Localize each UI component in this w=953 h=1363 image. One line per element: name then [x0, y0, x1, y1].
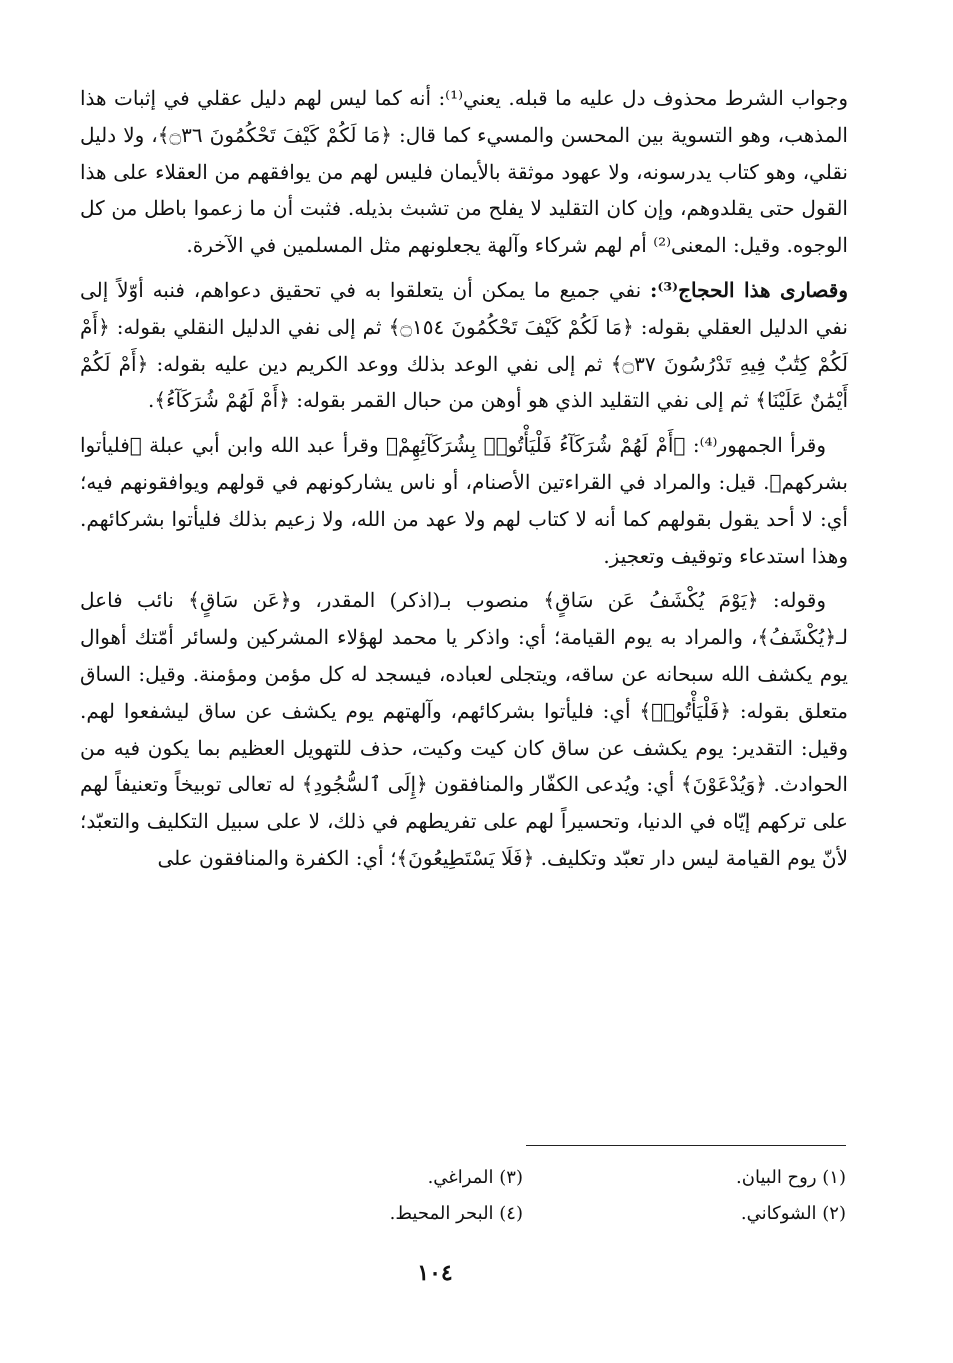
paragraph-2-lead: وقصارى هذا الحجاج⁽³⁾: [650, 277, 848, 302]
footnote-1: (١) روح البيان. [736, 1167, 846, 1188]
footnote-4: (٤) البحر المحيط. [389, 1203, 523, 1224]
footnote-row-1 [200, 1160, 846, 1196]
paragraph-4: وقوله: ﴿يَوْمَ يُكْشَفُ عَن سَاقٍ﴾ منصوب بـ(اذكر) المقدر، و﴿عَن سَاقٍ﴾ نائب فاعل لـ﴿يُكْشَفُ﴾، والمراد به يوم القيامة؛ أي: واذكر يا محمد لهؤلاء المشركين ولسائر أمّتك أهوال يوم يكشف الله سبحانه عن ساقه، ويتجلى لعباده، فيسجد له كل مؤمن ومؤمنة. وقيل: الساق متعلق بقوله: ﴿فَلْيَأْتُوا۟﴾ أي: فليأتوا بشركائهم، وآلهتهم يوم يكشف عن ساق ليشفعوا لهم. وقيل: التقدير: يوم يكشف عن ساق كان كيت وكيت، حذف للتهويل العظيم بما يكون فيه من الحوادث. ﴿وَيُدْعَوْنَ﴾ أي: ويُدعى الكفّار والمنافقون ﴿إِلَى ٱلسُّجُودِ﴾ له تعالى توبيخاً وتعنيفاً لهم على تركهم إيّاه في الدنيا، وتحسيراً لهم على تفريطهم في ذلك، لا على سبيل التكليف والتعبّد؛ لأنّ يوم القيامة ليس دار تعبّد وتكليف. ﴿فَلَا يَسْتَطِيعُونَ﴾؛ أي: الكفرة والمنافقون على [80, 588, 849, 870]
paragraph-2-text: نفي جميع ما يمكن أن يتعلقوا به في تحقيق دعواهم، فنبه أوّلاً إلى نفي الدليل العقلي بقوله: ﴿مَا لَكُمْ كَيْفَ تَحْكُمُونَ ۝١٥٤﴾ ثم إلى نفي الدليل النقلي بقوله: ﴿أَمْ لَكُمْ كِتَٰبٌ فِيهِ تَدْرُسُونَ ۝٣٧﴾ ثم إلى نفي الوعد بذلك ووعد الكريم دين عليه بقوله: ﴿أَمْ لَكُمْ أَيْمَٰنٌ عَلَيْنَا﴾ ثم إلى نفي التقليد الذي هو أوهن من حبال القمر بقوله: ﴿أَمْ لَهُمْ شُرَكَآءُ﴾. [80, 277, 848, 413]
body-text [80, 80, 848, 885]
paragraph-3: وقرأ الجمهور⁽⁴⁾: ﴿أَمْ لَهُمْ شُرَكَآءُ فَلْيَأْتُوا۟ بِشُرَكَآئِهِمْ﴾ وقرأ عبد الله وابن أبي عبلة ﴿فليأتوا بشركهم﴾. قيل: والمراد في القراءتين الأصنام، أو ناس يشاركونهم في قولهم ويوافقونهم فيه؛ أي: لا أحد يقول بقولهم كما أنه لا كتاب لهم ولا عهد من الله، ولا زعيم بذلك فليأتوا بشركائهم. وهذا استدعاء وتوقيف وتعجيز. [80, 433, 848, 568]
page-number: ١٠٤ [417, 1260, 453, 1286]
footnote-2: (٢) الشوكاني. [740, 1203, 846, 1224]
footnotes [200, 1160, 846, 1232]
footnote-divider [526, 1145, 846, 1146]
footnote-row-2 [200, 1196, 846, 1232]
paragraph-1: وجواب الشرط محذوف دل عليه ما قبله. يعني⁽¹⁾: أنه كما ليس لهم دليل عقلي في إثبات هذا المذهب، وهو التسوية بين المحسن والمسيء كما قال: ﴿مَا لَكُمْ كَيْفَ تَحْكُمُونَ ۝٣٦﴾، ولا دليل نقلي، وهو كتاب يدرسونه، ولا عهود موثقة بالأيمان فليس لهم من يوافقهم من العقلاء على هذا القول حتى يقلدوهم، وإن كان التقليد لا يفلح من تشبث بذيله. فثبت أن ما زعموا باطل من كل الوجوه. وقيل: المعنى⁽²⁾ أم لهم شركاء وآلهة يجعلونهم مثل المسلمين في الآخرة. [80, 86, 849, 258]
footnote-3: (٣) المراغي. [427, 1167, 523, 1188]
paragraph-2 [80, 272, 848, 419]
